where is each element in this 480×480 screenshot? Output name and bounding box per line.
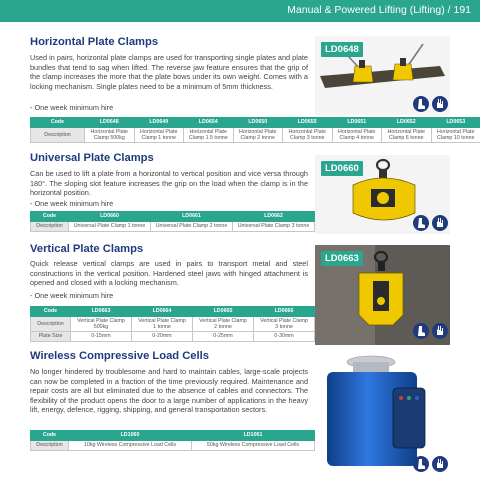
table-cell	[71, 317, 132, 332]
row-label: Description	[31, 317, 71, 332]
table-cell-line: 10kg Wireless Compressive Load Cells	[83, 442, 177, 449]
table-cell-line: Vertical Plate Clamp	[199, 317, 247, 324]
table-cell	[233, 222, 315, 232]
column-header-product-code: LD1060	[69, 431, 192, 441]
gloves-icon	[432, 215, 448, 231]
table-cell-line: Clamp 2 tonne	[240, 135, 275, 141]
section-title-wireless: Wireless Compressive Load Cells	[30, 350, 209, 362]
section-paragraph-vertical: Quick release vertical clamps are used in pairs to transport metal and steel constructions in the vertical position. Hardened steel jaws with hinged attachment is opened and closed with a locking mechanism.	[30, 259, 308, 288]
table-cell-line: 3 tonne	[275, 324, 293, 330]
column-header-product-code: LD0665	[193, 307, 254, 317]
section-paragraph-horizontal: Used in pairs, horizontal plate clamps are used for transporting single plates and plate bundles that tend to sag when lifted. The reverse jaw feature ensures that the grip of the clamp increases the more that the plate bows under its own weight. Comes with a locking mechanism. Single plates need to be a minimum of 5mm thickness.	[30, 53, 308, 91]
table-cell-line: 0-15mm	[91, 333, 111, 340]
table-cell	[254, 317, 315, 332]
image-code-badge: LD0648	[321, 42, 363, 57]
spec-table-wireless	[30, 430, 315, 451]
table-cell	[71, 332, 132, 342]
row-label: Description	[31, 441, 69, 451]
table-cell	[382, 128, 432, 143]
table-cell-line: 500kg	[93, 324, 109, 330]
section-bullet-universal: - One week minimum hire	[30, 199, 114, 208]
column-header-product-code: LD0653	[431, 118, 480, 128]
section-title-vertical: Vertical Plate Clamps	[30, 243, 144, 255]
table-cell-line: 0-20mm	[152, 333, 172, 340]
table-cell-line: Universal Plate Clamp 3 tonne	[237, 223, 310, 230]
gloves-icon	[432, 456, 448, 472]
table-cell	[184, 128, 234, 143]
table-cell	[254, 332, 315, 342]
product-image-wireless	[315, 348, 450, 478]
table-cell	[193, 317, 254, 332]
row-label: Description	[31, 128, 85, 143]
column-header-product-code: LD0663	[71, 307, 132, 317]
table-cell	[332, 128, 382, 143]
table-cell-line: Clamp 500kg	[93, 135, 125, 141]
table-cell-line: Vertical Plate Clamp	[138, 317, 186, 324]
ppe-icons	[413, 96, 448, 112]
section-title-universal: Universal Plate Clamps	[30, 152, 154, 164]
table-cell-line: 0-30mm	[274, 333, 294, 340]
table-cell-line: Clamp 1 tonne	[141, 135, 176, 141]
table-cell-line: Universal Plate Clamp 1 tonne	[73, 223, 146, 230]
table-cell-line: Clamp 3 tonne	[290, 135, 325, 141]
table-cell-line: 2 tonne	[214, 324, 232, 330]
table-cell-line: 1 tonne	[153, 324, 171, 330]
gloves-icon	[432, 96, 448, 112]
table-cell-line: 0-25mm	[213, 333, 233, 340]
spec-table-vertical	[30, 306, 315, 342]
table-cell-line: Horizontal Plate	[338, 128, 376, 135]
image-code-badge: LD0663	[321, 251, 363, 266]
column-header-product-code: LD0648	[85, 118, 135, 128]
ppe-icons	[413, 456, 448, 472]
table-cell	[431, 128, 480, 143]
page-header	[0, 0, 480, 22]
table-cell-line: Clamp 6 tonne	[389, 135, 424, 141]
column-header-product-code: LD0654	[184, 118, 234, 128]
table-cell	[233, 128, 283, 143]
table-row	[31, 317, 315, 332]
table-cell	[132, 332, 193, 342]
table-cell	[132, 317, 193, 332]
table-header-row	[31, 307, 315, 317]
table-cell	[283, 128, 333, 143]
table-cell	[151, 222, 233, 232]
section-bullet-vertical: - One week minimum hire	[30, 291, 114, 300]
table-cell	[193, 332, 254, 342]
table-cell-line: Horizontal Plate	[189, 128, 227, 135]
image-code-badge: LD0660	[321, 161, 363, 176]
section-bullet-horizontal: - One week minimum hire	[30, 103, 114, 112]
table-cell-line: Vertical Plate Clamp	[260, 317, 308, 324]
column-header-product-code: LD0660	[69, 212, 151, 222]
column-header-product-code: LD1061	[192, 431, 315, 441]
column-header-product-code: LD0649	[134, 118, 184, 128]
table-header-row	[31, 118, 480, 128]
table-row	[31, 128, 480, 143]
product-image-horizontal	[315, 36, 450, 115]
product-image-universal	[315, 155, 450, 234]
column-header-product-code: LD0662	[233, 212, 315, 222]
spec-table-universal	[30, 211, 315, 232]
column-header-product-code: LD0655	[283, 118, 333, 128]
table-cell-line: Clamp 10 tonne	[437, 135, 475, 141]
safety-boots-icon	[413, 456, 429, 472]
table-cell	[69, 222, 151, 232]
column-header-code: Code	[31, 212, 69, 222]
table-cell-line: Vertical Plate Clamp	[77, 317, 125, 324]
column-header-product-code: LD0650	[233, 118, 283, 128]
safety-boots-icon	[413, 323, 429, 339]
ppe-icons	[413, 215, 448, 231]
table-cell-line: Clamp 1.5 tonne	[188, 135, 228, 141]
table-row	[31, 441, 315, 451]
column-header-product-code: LD0652	[382, 118, 432, 128]
column-header-code: Code	[31, 307, 71, 317]
column-header-product-code: LD0651	[332, 118, 382, 128]
table-cell-line: Universal Plate Clamp 2 tonne	[155, 223, 228, 230]
spec-table-horizontal	[30, 117, 480, 143]
table-row	[31, 222, 315, 232]
section-title-horizontal: Horizontal Plate Clamps	[30, 36, 159, 48]
gloves-icon	[432, 323, 448, 339]
table-header-row	[31, 212, 315, 222]
table-cell	[85, 128, 135, 143]
column-header-product-code: LD0661	[151, 212, 233, 222]
table-cell-line: Horizontal Plate	[239, 128, 277, 135]
column-header-product-code: LD0664	[132, 307, 193, 317]
table-cell-line: Clamp 4 tonne	[339, 135, 374, 141]
table-cell-line: Horizontal Plate	[90, 128, 128, 135]
ppe-icons	[413, 323, 448, 339]
row-label: Plate Size	[31, 332, 71, 342]
table-cell-line: Horizontal Plate	[288, 128, 326, 135]
table-row	[31, 332, 315, 342]
table-cell	[69, 441, 192, 451]
table-cell-line: 50kg Wireless Compressive Load Cells	[206, 442, 300, 449]
table-cell-line: Horizontal Plate	[437, 128, 475, 135]
table-cell-line: Horizontal Plate	[387, 128, 425, 135]
section-paragraph-universal: Can be used to lift a plate from a horizontal to vertical position and vice versa through 180°. The sloping slot feature increases the grip on the load when the clamp is in the horizontal position.	[30, 169, 308, 198]
page-header-title: Manual & Powered Lifting (Lifting) / 191	[287, 4, 471, 16]
column-header-code: Code	[31, 431, 69, 441]
table-cell	[134, 128, 184, 143]
row-label: Description	[31, 222, 69, 232]
table-header-row	[31, 431, 315, 441]
table-cell	[192, 441, 315, 451]
column-header-product-code: LD0666	[254, 307, 315, 317]
column-header-code: Code	[31, 118, 85, 128]
safety-boots-icon	[413, 96, 429, 112]
safety-boots-icon	[413, 215, 429, 231]
section-paragraph-wireless: No longer hindered by troublesome and hard to maintain cables, large-scale projects can now be completed in a fraction of the time previously required. Maintenance and repair costs are all but eliminated due to the absence of cables and connectors. The flexibility of the product opens the door to a large number of applications in the heavy lift, energy, defence, rigging, shipping, and general transportation sectors.	[30, 367, 308, 415]
table-cell-line: Horizontal Plate	[140, 128, 178, 135]
